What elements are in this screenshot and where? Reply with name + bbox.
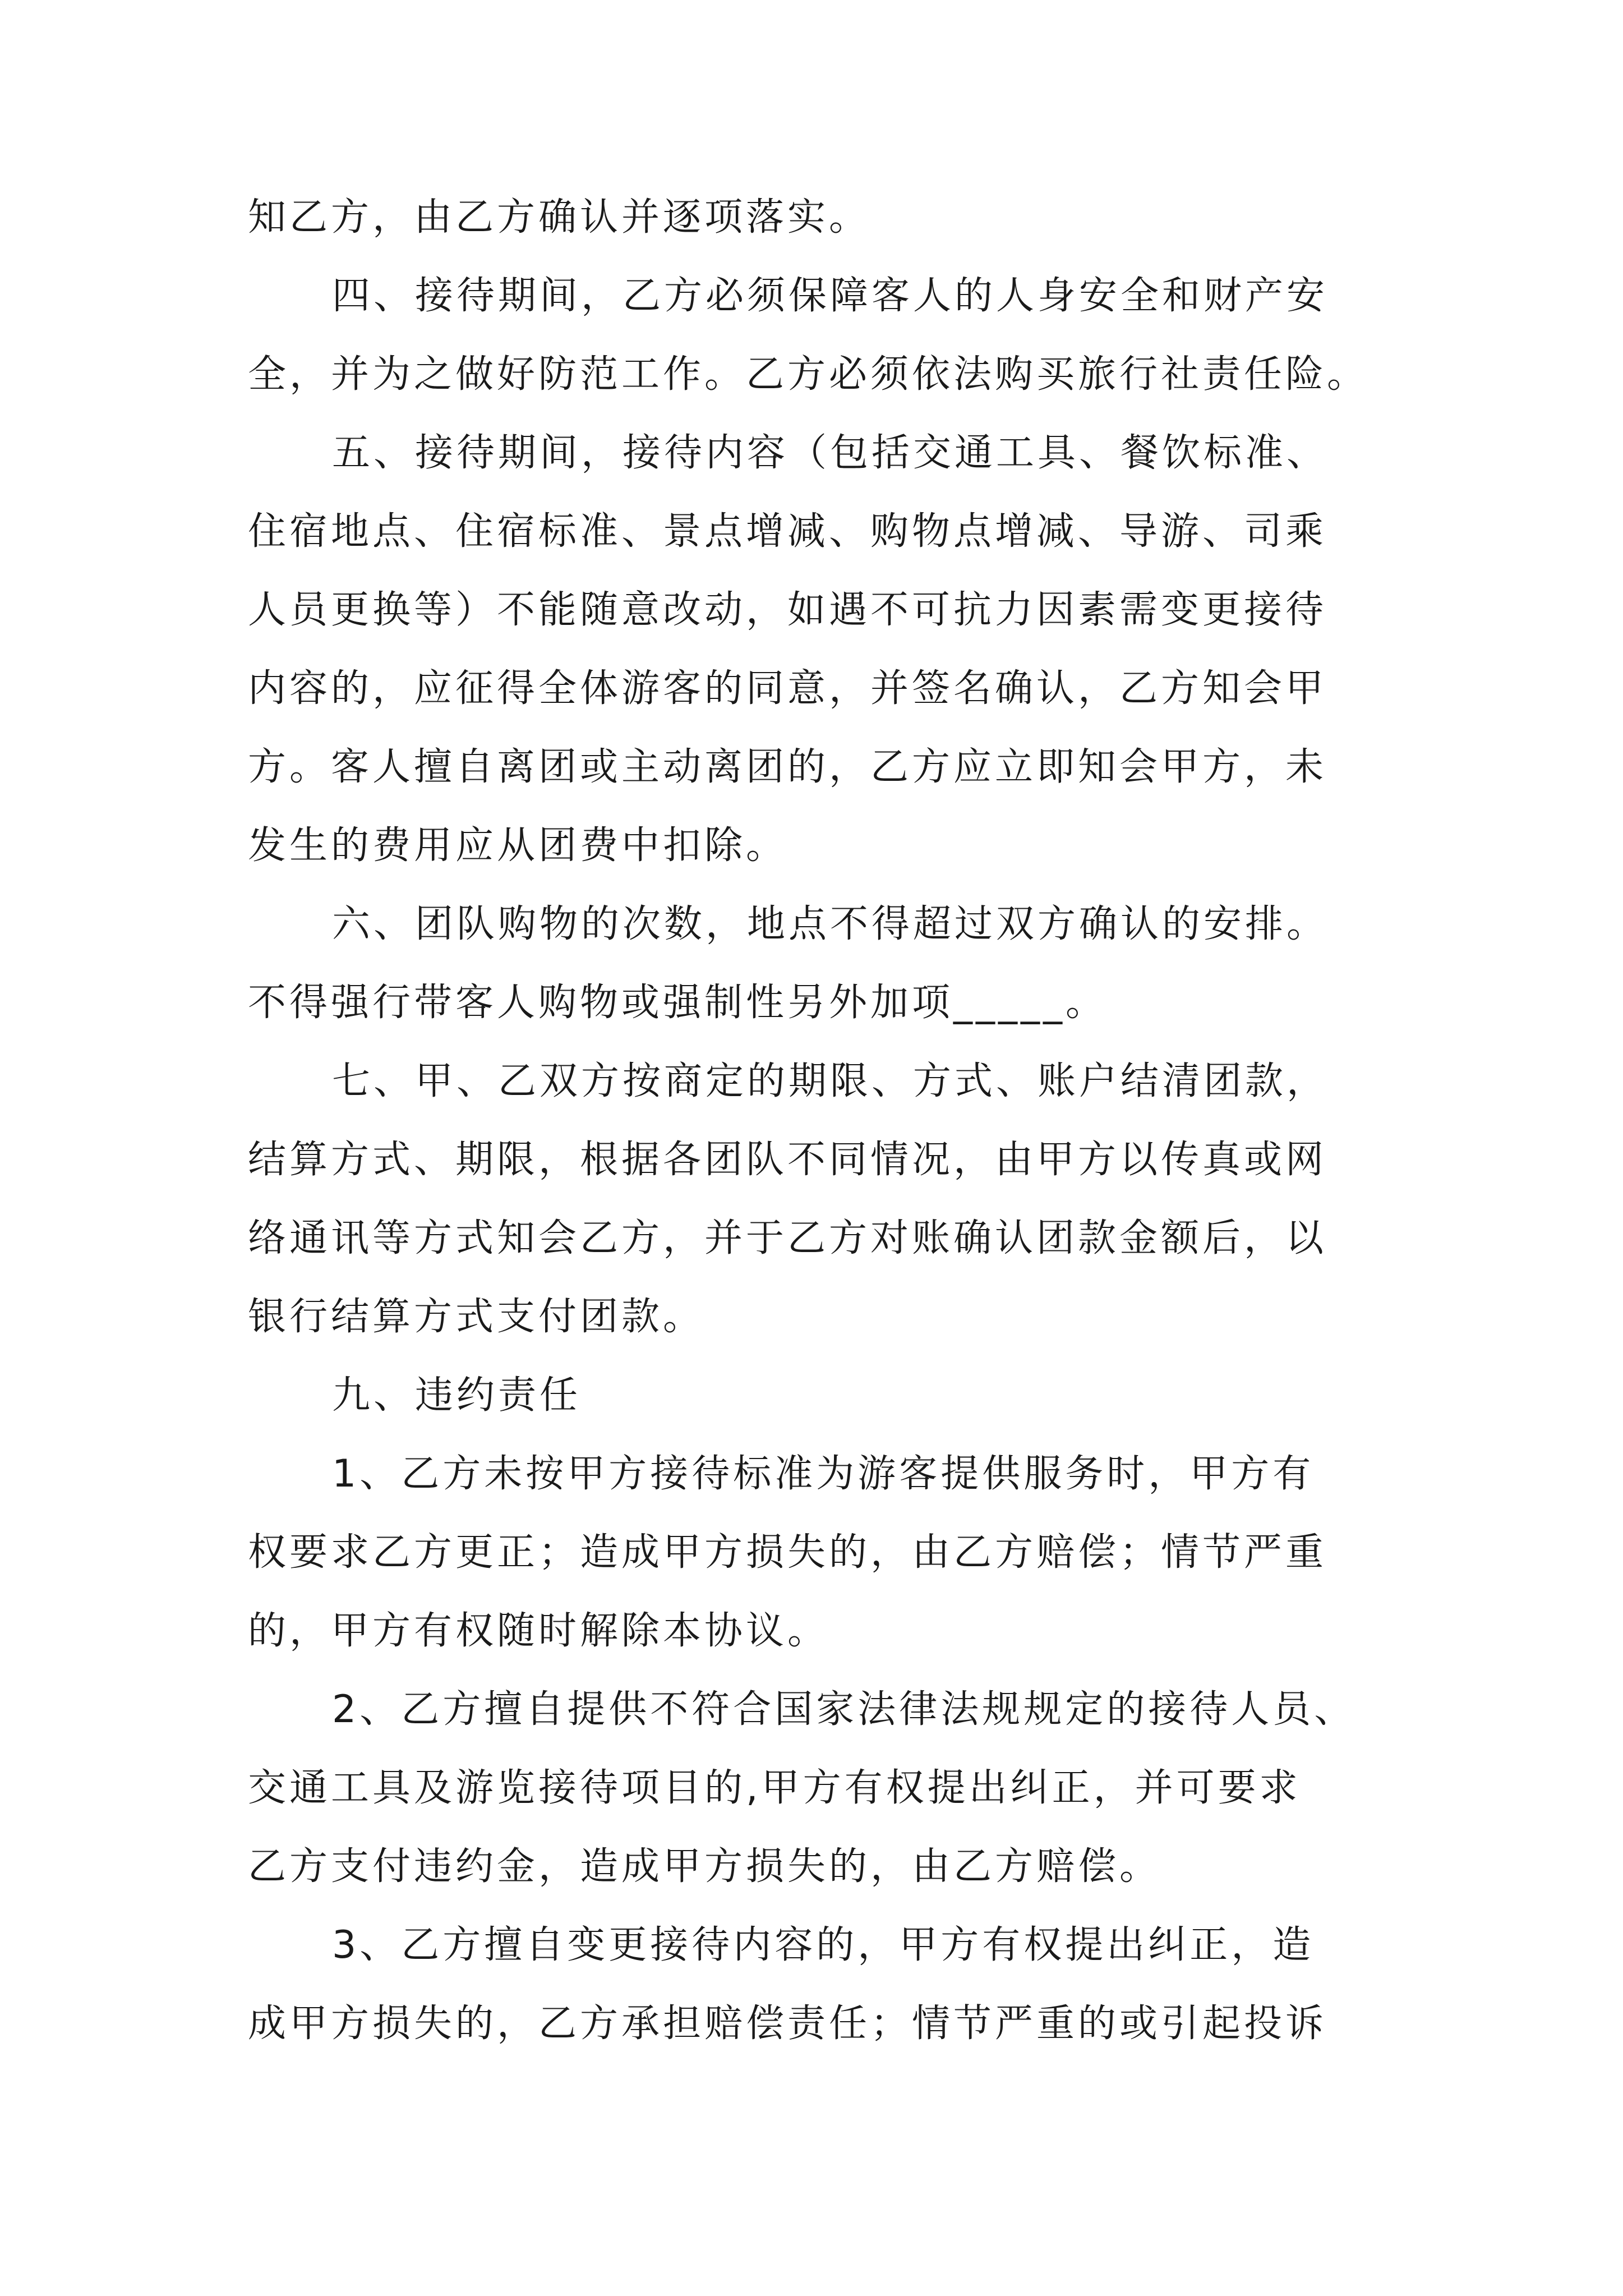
section-heading: 九、违约责任 (332, 1373, 582, 1418)
text-line: 知乙方，由乙方确认并逐项落实。 (248, 195, 871, 240)
paragraph-first-line: 七、甲、乙双方按商定的期限、方式、账户结清团款， (332, 1059, 1329, 1103)
paragraph-first-line: 2、乙方擅自提供不符合国家法律法规规定的接待人员、 (332, 1687, 1356, 1732)
text-line: 不得强行带客人购物或强制性另外加项_____。 (248, 981, 1108, 1025)
paragraph-first-line: 六、团队购物的次数，地点不得超过双方确认的安排。 (332, 902, 1329, 946)
text-line: 结算方式、期限，根据各团队不同情况，由甲方以传真或网 (248, 1138, 1327, 1182)
text-line: 住宿地点、住宿标准、景点增减、购物点增减、导游、司乘 (248, 509, 1327, 554)
text-line: 人员更换等）不能随意改动，如遇不可抗力因素需变更接待 (248, 588, 1327, 632)
text-line: 的，甲方有权随时解除本协议。 (248, 1609, 829, 1653)
text-line: 乙方支付违约金，造成甲方损失的，由乙方赔偿。 (248, 1844, 1161, 1889)
text-line: 权要求乙方更正；造成甲方损失的，由乙方赔偿；情节严重 (248, 1530, 1327, 1575)
paragraph-first-line: 五、接待期间，接待内容（包括交通工具、餐饮标准、 (332, 431, 1329, 475)
paragraph-first-line: 3、乙方擅自变更接待内容的，甲方有权提出纠正，造 (332, 1923, 1315, 1967)
text-line: 银行结算方式支付团款。 (248, 1295, 705, 1339)
text-line: 方。客人擅自离团或主动离团的，乙方应立即知会甲方，未 (248, 745, 1327, 789)
text-line: 交通工具及游览接待项目的,甲方有权提出纠正，并可要求 (248, 1766, 1301, 1810)
document-body (248, 178, 1392, 2063)
text-line: 内容的，应征得全体游客的同意，并签名确认，乙方知会甲 (248, 666, 1327, 711)
paragraph-first-line: 四、接待期间，乙方必须保障客人的人身安全和财产安 (332, 274, 1329, 318)
paragraph-first-line: 1、乙方未按甲方接待标准为游客提供服务时，甲方有 (332, 1452, 1315, 1496)
text-line: 发生的费用应从团费中扣除。 (248, 823, 788, 868)
text-line: 全，并为之做好防范工作。乙方必须依法购买旅行社责任险。 (248, 352, 1369, 397)
text-line: 成甲方损失的，乙方承担赔偿责任；情节严重的或引起投诉 (248, 2001, 1327, 2046)
text-line: 络通讯等方式知会乙方，并于乙方对账确认团款金额后，以 (248, 1216, 1327, 1260)
